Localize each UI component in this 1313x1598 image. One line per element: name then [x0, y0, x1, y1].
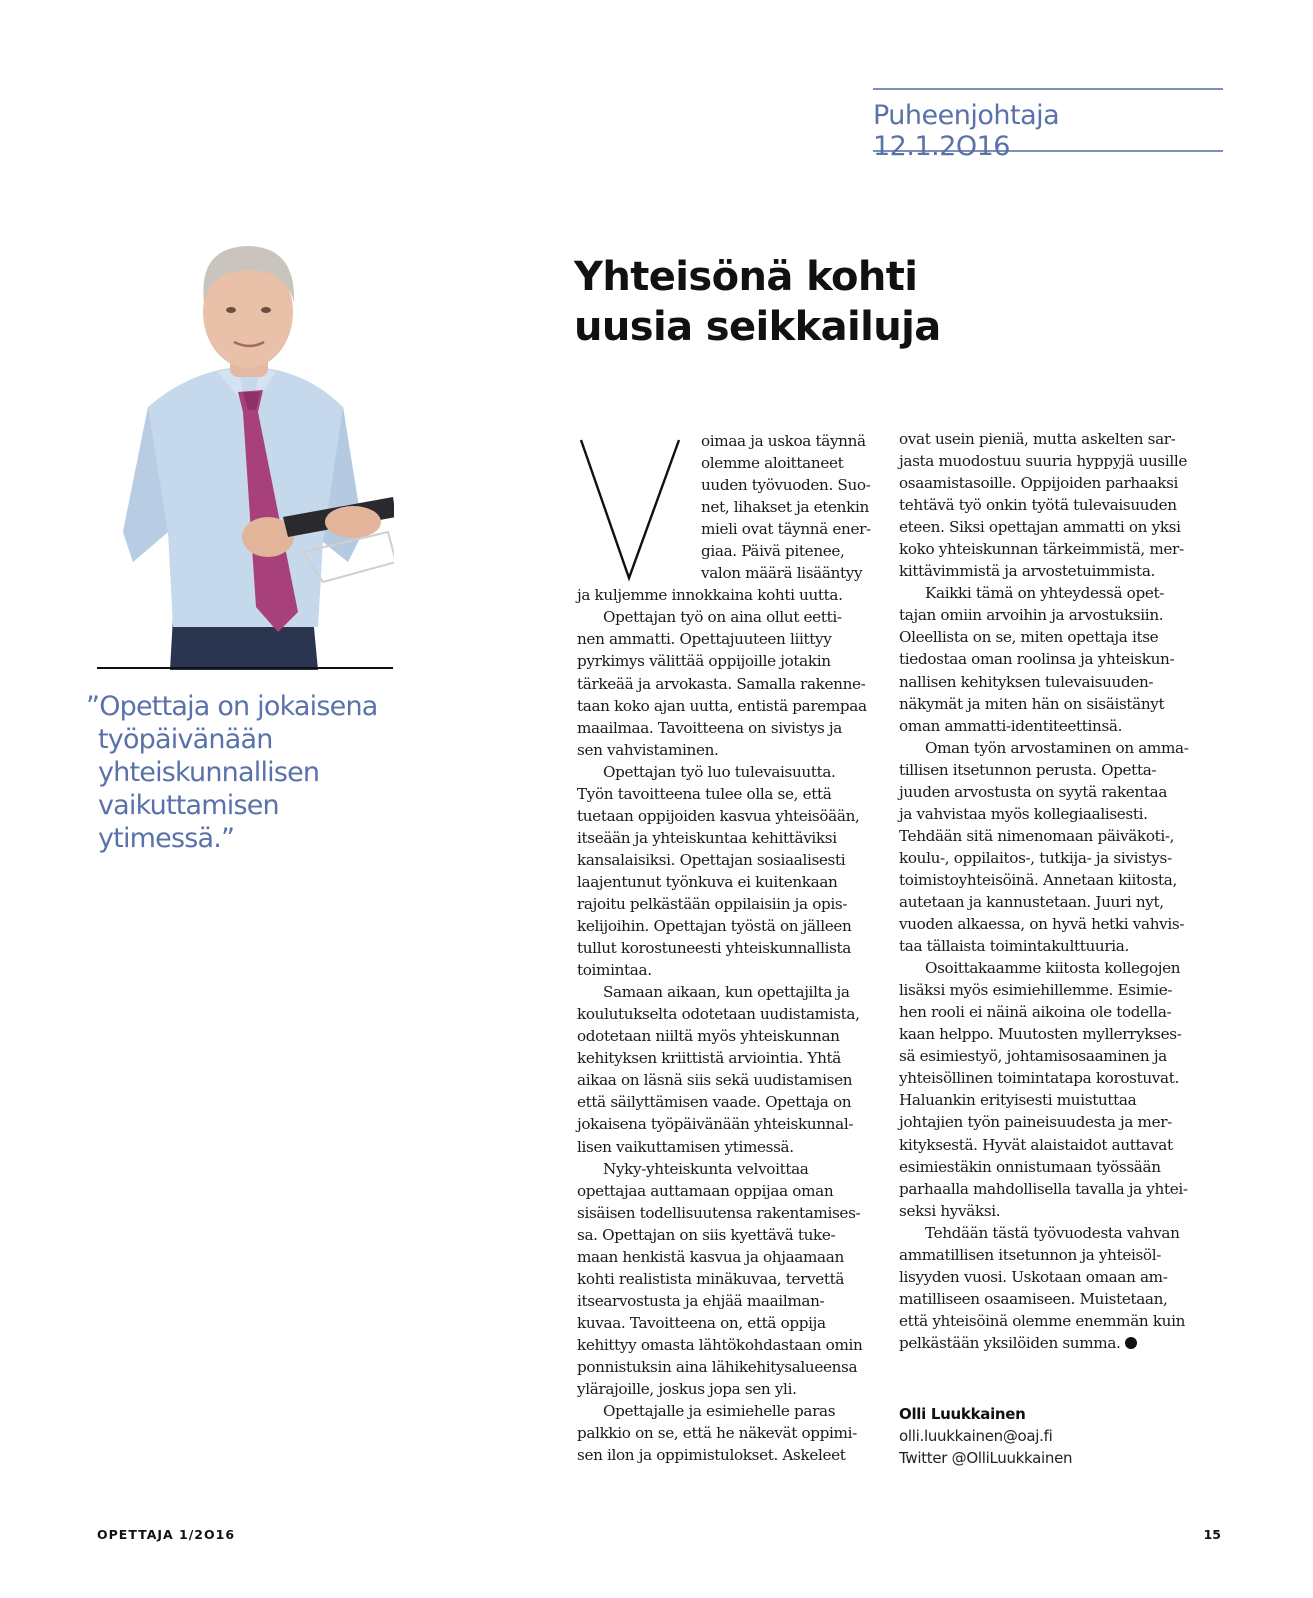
- text-line: vuoden alkaessa, on hyvä hetki vahvis-: [899, 915, 1185, 934]
- text-line: lisäksi myös esimiehillemme. Esimie-: [899, 981, 1173, 1000]
- text-line: pelkästään yksilöiden summa.: [899, 1332, 1209, 1354]
- text-line: jokaisena työpäivänään yhteiskunnal-: [577, 1115, 854, 1134]
- portrait-photo: [98, 232, 394, 670]
- pull-quote-line: ytimessä.”: [98, 823, 235, 854]
- text-line: Opettajan työ on aina ollut eetti-: [603, 608, 842, 627]
- text-line: että yhteisöinä olemme enemmän kuin: [899, 1311, 1186, 1330]
- text-line: eteen. Siksi opettajan ammatti on yksi: [899, 518, 1181, 537]
- page-number: 15: [1203, 1527, 1221, 1542]
- text-line: näkymät ja miten hän on sisäistänyt: [899, 694, 1165, 713]
- author-twitter[interactable]: Twitter @OlliLuukkainen: [899, 1449, 1073, 1467]
- text-line: Kaikki tämä on yhteydessä opet-: [925, 584, 1164, 603]
- text-line: itsearvostusta ja ehjää maailman-: [577, 1291, 825, 1310]
- section-date-label: Puheenjohtaja 12.1.2O16: [873, 100, 1060, 162]
- pull-quote: [86, 690, 378, 855]
- text-line: palkkio on se, että he näkevät oppimi-: [577, 1424, 857, 1443]
- text-line: taa tällaista toimintakulttuuria.: [899, 937, 1129, 956]
- text-line: Työn tavoitteena tulee olla se, että: [577, 784, 832, 803]
- text-line: odotetaan niiltä myös yhteiskunnan: [577, 1027, 840, 1046]
- text-line: ponnistuksin aina lähikehitysalueensa: [577, 1357, 858, 1376]
- text-line: rajoitu pelkästään oppilaisiin ja opis-: [577, 894, 848, 913]
- text-line: uuden työvuoden. Suo-: [701, 476, 871, 495]
- text-line: pyrkimys välittää oppijoille jotakin: [577, 652, 831, 671]
- text-line: sen vahvistaminen.: [577, 740, 719, 759]
- text-line: jasta muodostuu suuria hyppyjä uusille: [899, 452, 1187, 471]
- text-line: Tehdään sitä nimenomaan päiväkoti-,: [899, 826, 1175, 845]
- text-line: autetaan ja kannustetaan. Juuri nyt,: [899, 892, 1164, 911]
- text-line: Opettajan työ luo tulevaisuutta.: [603, 762, 836, 781]
- text-line: sisäisen todellisuutensa rakentamises-: [577, 1203, 861, 1222]
- text-line: koulutukselta odotetaan uudistamista,: [577, 1005, 860, 1024]
- text-line: valon määrä lisääntyy: [701, 564, 863, 583]
- article-column-2: [899, 428, 1209, 1354]
- section-header: [873, 88, 1223, 162]
- portrait-icon: [98, 232, 394, 670]
- text-line: oman ammatti-identiteettinsä.: [899, 716, 1123, 735]
- text-line: Oman työn arvostaminen on amma-: [925, 738, 1189, 757]
- text-line: taan koko ajan uutta, entistä parempaa: [577, 696, 867, 715]
- text-line: oimaa ja uskoa täynnä: [701, 432, 866, 450]
- text-line: toimintaa.: [577, 961, 652, 980]
- text-line: olemme aloittaneet: [701, 454, 844, 473]
- pull-quote-line: ”Opettaja on jokaisena: [86, 691, 378, 722]
- text-line: opettajaa auttamaan oppijaa oman: [577, 1181, 834, 1200]
- text-line: Oleellista on se, miten opettaja itse: [899, 628, 1159, 647]
- text-line: tuetaan oppijoiden kasvua yhteisöään,: [577, 806, 860, 825]
- text-line: tullut korostuneesti yhteiskunnallista: [577, 939, 852, 958]
- text-line: parhaalla mahdollisella tavalla ja yhtei-: [899, 1179, 1188, 1198]
- text-line: itseään ja yhteiskuntaa kehittäviksi: [577, 828, 837, 847]
- text-line: nen ammatti. Opettajuuteen liittyy: [577, 630, 832, 649]
- author-signature: [899, 1403, 1072, 1469]
- text-line: Nyky-yhteiskunta velvoittaa: [603, 1159, 809, 1178]
- text-line: juuden arvostusta on syytä rakentaa: [899, 782, 1168, 801]
- text-line: tajan omiin arvoihin ja arvostuksiin.: [899, 606, 1164, 625]
- text-line: kehityksen kriittistä arviointia. Yhtä: [577, 1049, 841, 1068]
- text-line: kansalaisiksi. Opettajan sosiaalisesti: [577, 850, 846, 869]
- text-line: maailmaa. Tavoitteena on sivistys ja: [577, 718, 842, 737]
- text-line: matilliseen osaamiseen. Muistetaan,: [899, 1289, 1168, 1308]
- pull-quote-line: työpäivänään: [98, 724, 273, 755]
- text-line: Haluankin erityisesti muistuttaa: [899, 1091, 1137, 1110]
- text-line: yhteisöllinen toimintatapa korostuvat.: [899, 1069, 1179, 1088]
- text-line: mieli ovat täynnä ener-: [701, 520, 871, 539]
- title-line: Yhteisönä kohti: [574, 254, 918, 300]
- article-column-1: [577, 430, 877, 1466]
- text-line: koulu-, oppilaitos-, tutkija- ja sivistys-: [899, 848, 1172, 867]
- text-line: kaan helppo. Muutosten myllerrykses-: [899, 1025, 1182, 1044]
- text-line: ja vahvistaa myös kollegiaalisesti.: [899, 804, 1148, 823]
- text-line: koko yhteiskunnan tärkeimmistä, mer-: [899, 540, 1184, 559]
- text-line: Tehdään tästä työvuodesta vahvan: [925, 1223, 1180, 1242]
- text-line: tehtävä työ onkin työtä tulevaisuuden: [899, 496, 1177, 515]
- text-line: ylärajoille, joskus jopa sen yli.: [577, 1380, 797, 1399]
- text-line: maan henkistä kasvua ja ohjaamaan: [577, 1247, 844, 1266]
- text-line: sa. Opettajan on siis kyettävä tuke-: [577, 1225, 836, 1244]
- text-line: osaamistasoille. Oppijoiden parhaaksi: [899, 474, 1179, 493]
- text-line: kittävimmistä ja arvostetuimmista.: [899, 562, 1155, 581]
- text-line: nallisen kehityksen tulevaisuuden-: [899, 672, 1154, 691]
- text-line: lisen vaikuttamisen ytimessä.: [577, 1137, 794, 1156]
- text-line: kuvaa. Tavoitteena on, että oppija: [577, 1313, 826, 1332]
- text-line: johtajien työn paineisuudesta ja mer-: [899, 1113, 1172, 1132]
- text-line: ja kuljemme innokkaina kohti uutta.: [577, 586, 843, 605]
- text-line: esimiestäkin onnistumaan työssään: [899, 1157, 1161, 1176]
- publication-label: OPETTAJA 1/2O16: [97, 1527, 236, 1542]
- end-mark-icon: [1125, 1337, 1137, 1349]
- text-line: lisyyden vuosi. Uskotaan omaan am-: [899, 1267, 1168, 1286]
- text-line: kohti realistista minäkuvaa, tervettä: [577, 1269, 845, 1288]
- text-line: net, lihakset ja etenkin: [701, 498, 869, 517]
- text-line: Osoittakaamme kiitosta kollegojen: [925, 959, 1181, 978]
- pull-quote-line: yhteiskunnallisen: [98, 757, 320, 788]
- text-line: seksi hyväksi.: [899, 1201, 1001, 1220]
- text-line: kehittyy omasta lähtökohdastaan omin: [577, 1335, 863, 1354]
- text-line: Opettajalle ja esimiehelle paras: [603, 1402, 836, 1421]
- text-line: laajentunut työnkuva ei kuitenkaan: [577, 872, 838, 891]
- text-line: ovat usein pieniä, mutta askelten sar-: [899, 430, 1176, 448]
- photo-divider: [97, 667, 393, 669]
- author-name: Olli Luukkainen: [899, 1405, 1026, 1423]
- pull-quote-line: vaikuttamisen: [98, 790, 279, 821]
- author-email[interactable]: olli.luukkainen@oaj.fi: [899, 1427, 1053, 1445]
- text-line: tiedostaa oman roolinsa ja yhteiskun-: [899, 650, 1175, 669]
- text-line: kelijoihin. Opettajan työstä on jälleen: [577, 917, 852, 936]
- text-line: tillisen itsetunnon perusta. Opetta-: [899, 760, 1157, 779]
- text-line: giaa. Päivä pitenee,: [701, 542, 845, 561]
- text-line: ammatillisen itsetunnon ja yhteisöl-: [899, 1245, 1162, 1264]
- title-line: uusia seikkailuja: [574, 304, 941, 350]
- text-line: hen rooli ei näinä aikoina ole todella-: [899, 1003, 1172, 1022]
- text-line: että säilyttämisen vaade. Opettaja on: [577, 1093, 852, 1112]
- text-line: sen ilon ja oppimistulokset. Askeleet: [577, 1446, 846, 1465]
- text-line: toimistoyhteisöinä. Annetaan kiitosta,: [899, 870, 1177, 889]
- text-line: tärkeää ja arvokasta. Samalla rakenne-: [577, 674, 866, 693]
- text-line: kityksestä. Hyvät alaistaidot auttavat: [899, 1135, 1173, 1154]
- text-line: aikaa on läsnä siis sekä uudistamisen: [577, 1071, 853, 1090]
- text-line: Samaan aikaan, kun opettajilta ja: [603, 983, 850, 1002]
- article-title: [574, 252, 941, 352]
- text-line: sä esimiestyö, johtamisosaaminen ja: [899, 1047, 1167, 1066]
